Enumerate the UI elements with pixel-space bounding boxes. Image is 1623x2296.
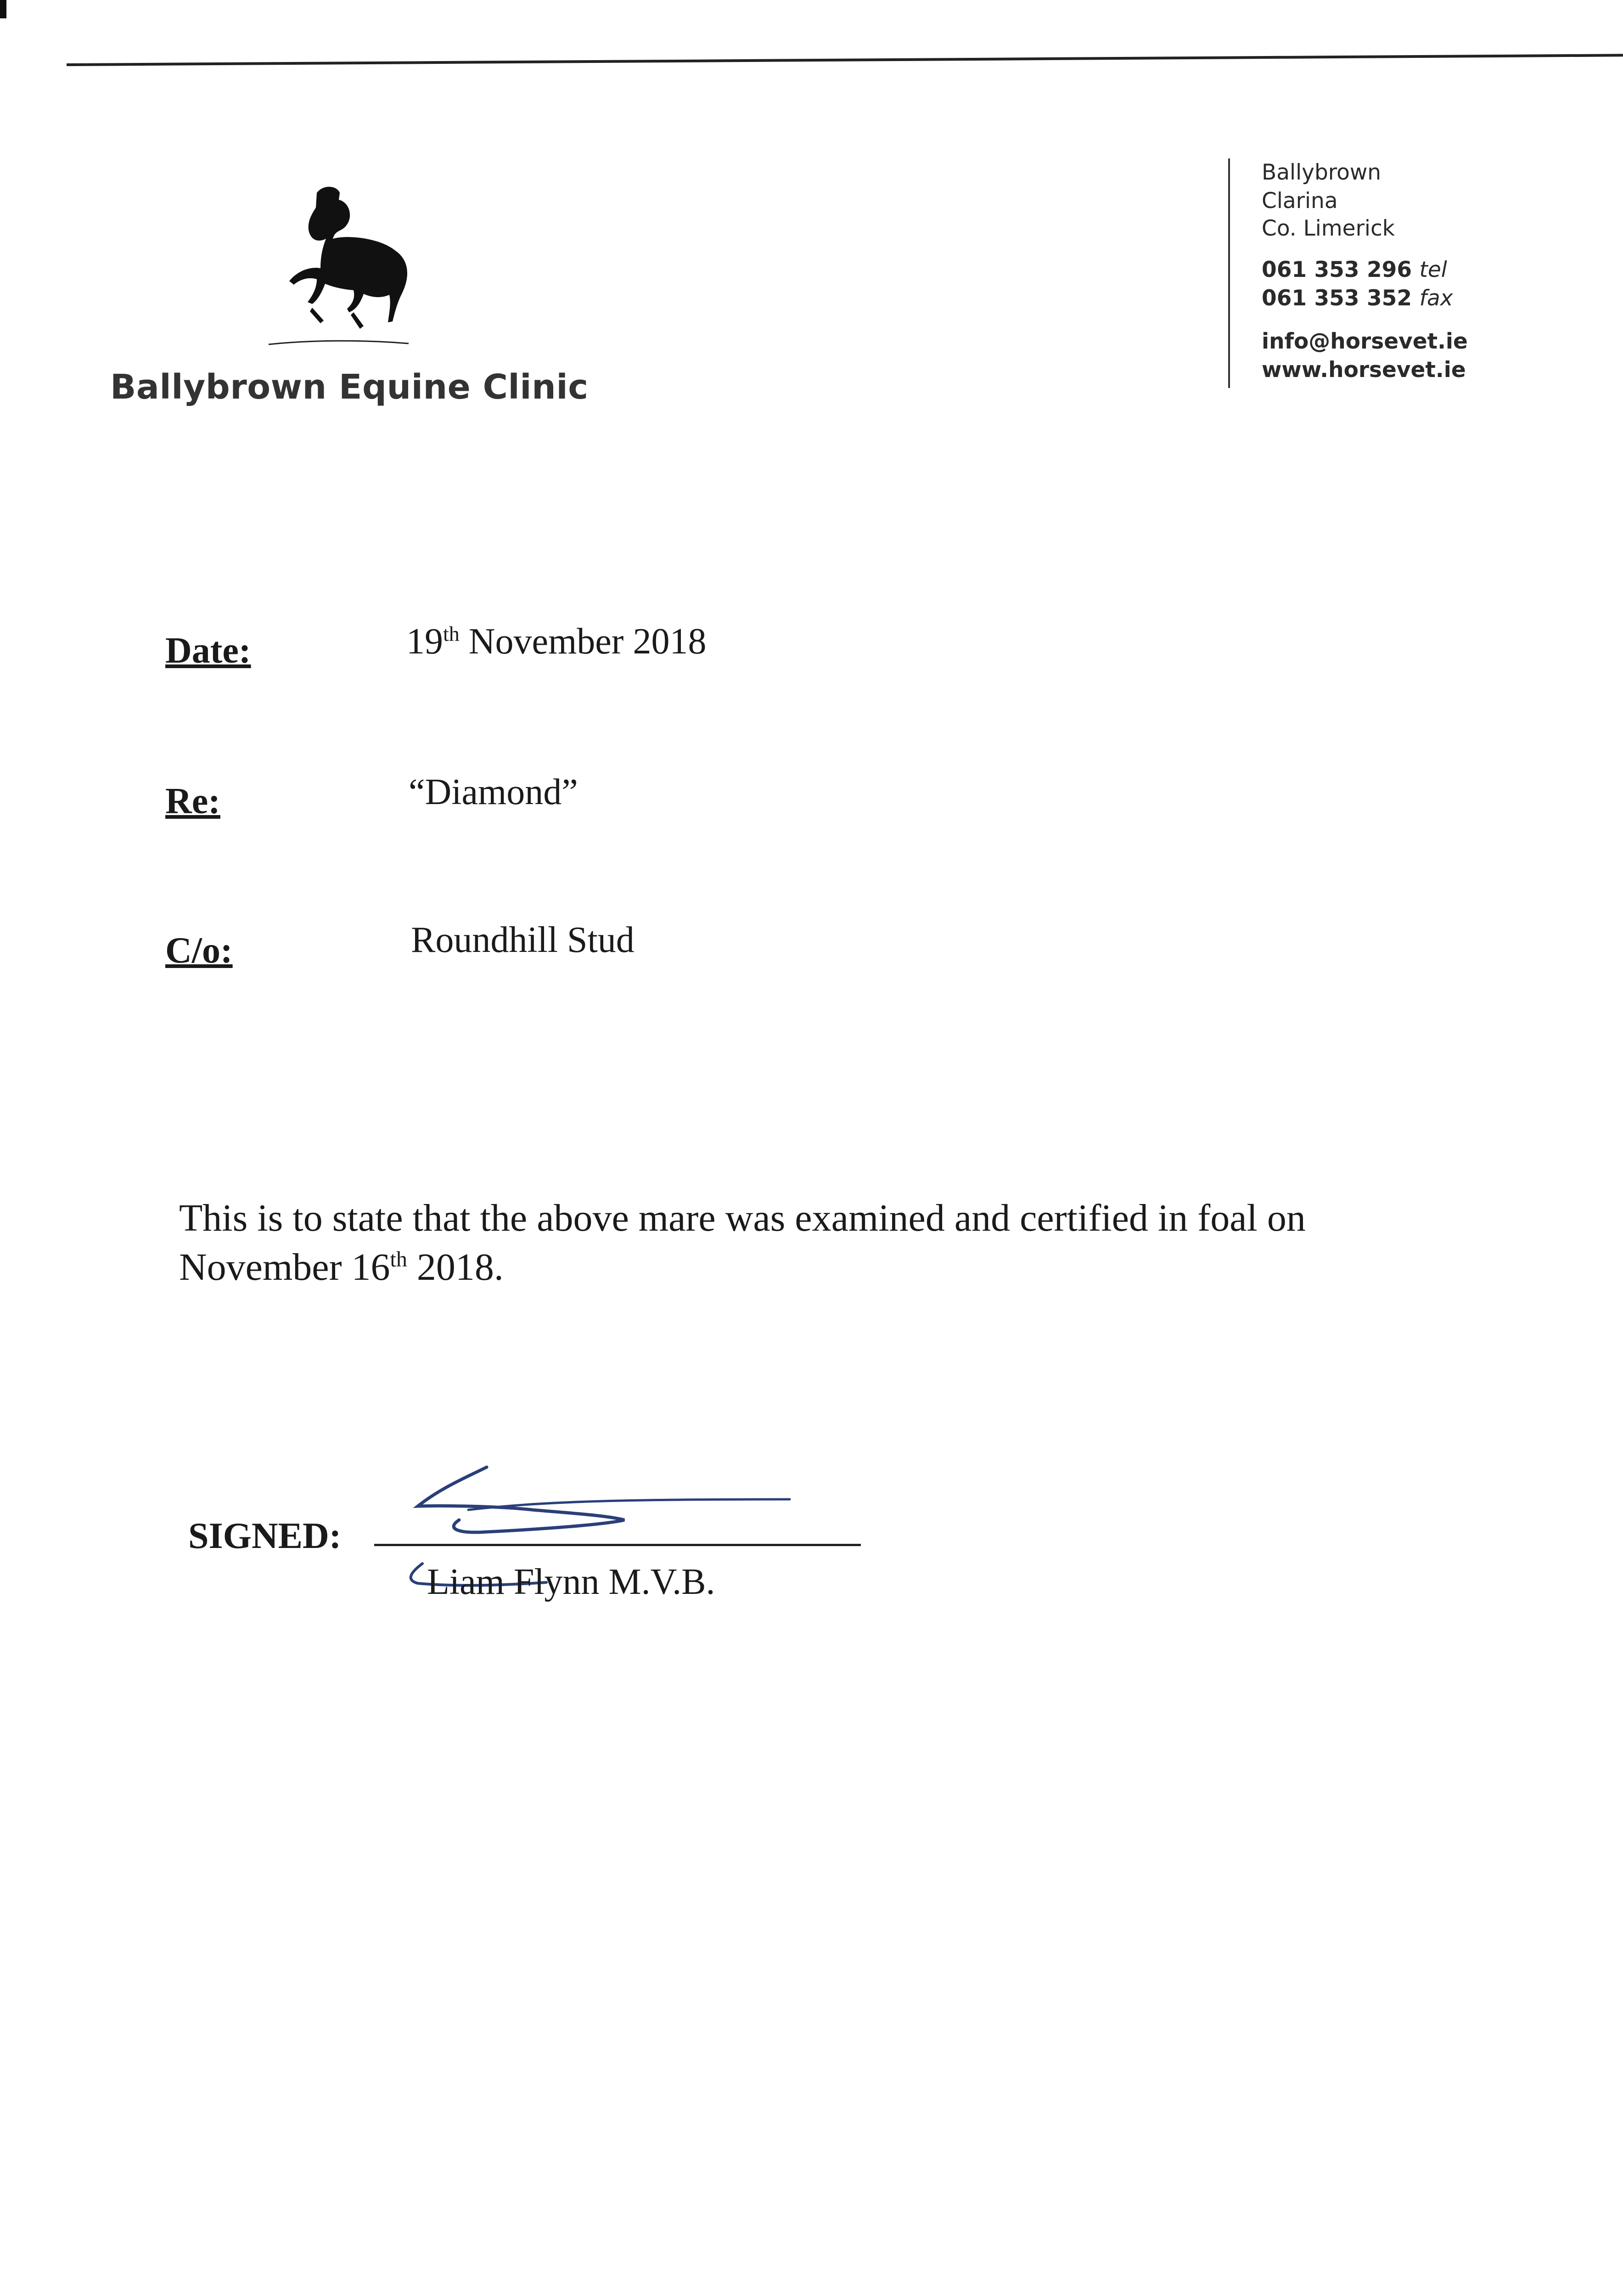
- tel-number: 061 353 296: [1262, 257, 1412, 282]
- care-of-label: C/o:: [165, 930, 233, 971]
- statement-line-1: This is to state that the above mare was examined and certified in foal on: [179, 1197, 1306, 1239]
- date-value: [406, 621, 706, 663]
- fax-label: fax: [1419, 286, 1453, 311]
- statement-date-suffix: th: [390, 1247, 407, 1272]
- certification-statement: [179, 1194, 1465, 1292]
- website-address: www.horsevet.ie: [1262, 357, 1466, 383]
- re-label: Re:: [165, 781, 220, 822]
- signed-label: SIGNED:: [188, 1516, 342, 1556]
- address-line-1: Ballybrown: [1262, 160, 1382, 185]
- care-of-value: Roundhill Stud: [411, 920, 635, 960]
- address-divider: [1228, 158, 1230, 388]
- date-month-year: November 2018: [468, 621, 707, 662]
- tel-line: [1262, 259, 1447, 281]
- statement-date-prefix: November 16: [179, 1245, 390, 1289]
- address-line-2: Clarina: [1262, 188, 1338, 214]
- statement-line-2: [179, 1243, 1465, 1292]
- scan-corner-mark: [0, 0, 6, 18]
- address-line-3: Co. Limerick: [1262, 216, 1395, 241]
- tel-label: tel: [1419, 257, 1447, 282]
- fax-number: 061 353 352: [1262, 286, 1412, 311]
- re-value: “Diamond”: [409, 772, 578, 812]
- signer-name: Liam Flynn M.V.B.: [427, 1562, 715, 1602]
- statement-date-year: 2018.: [416, 1245, 504, 1289]
- horse-logo-icon: [243, 174, 427, 358]
- date-day: 19: [406, 621, 443, 662]
- fax-line: [1262, 287, 1453, 309]
- date-suffix: th: [443, 622, 460, 646]
- letterhead-top-rule: [67, 54, 1623, 66]
- email-address: info@horsevet.ie: [1262, 329, 1468, 354]
- clinic-name: Ballybrown Equine Clinic: [110, 367, 589, 407]
- date-label: Date:: [165, 630, 251, 671]
